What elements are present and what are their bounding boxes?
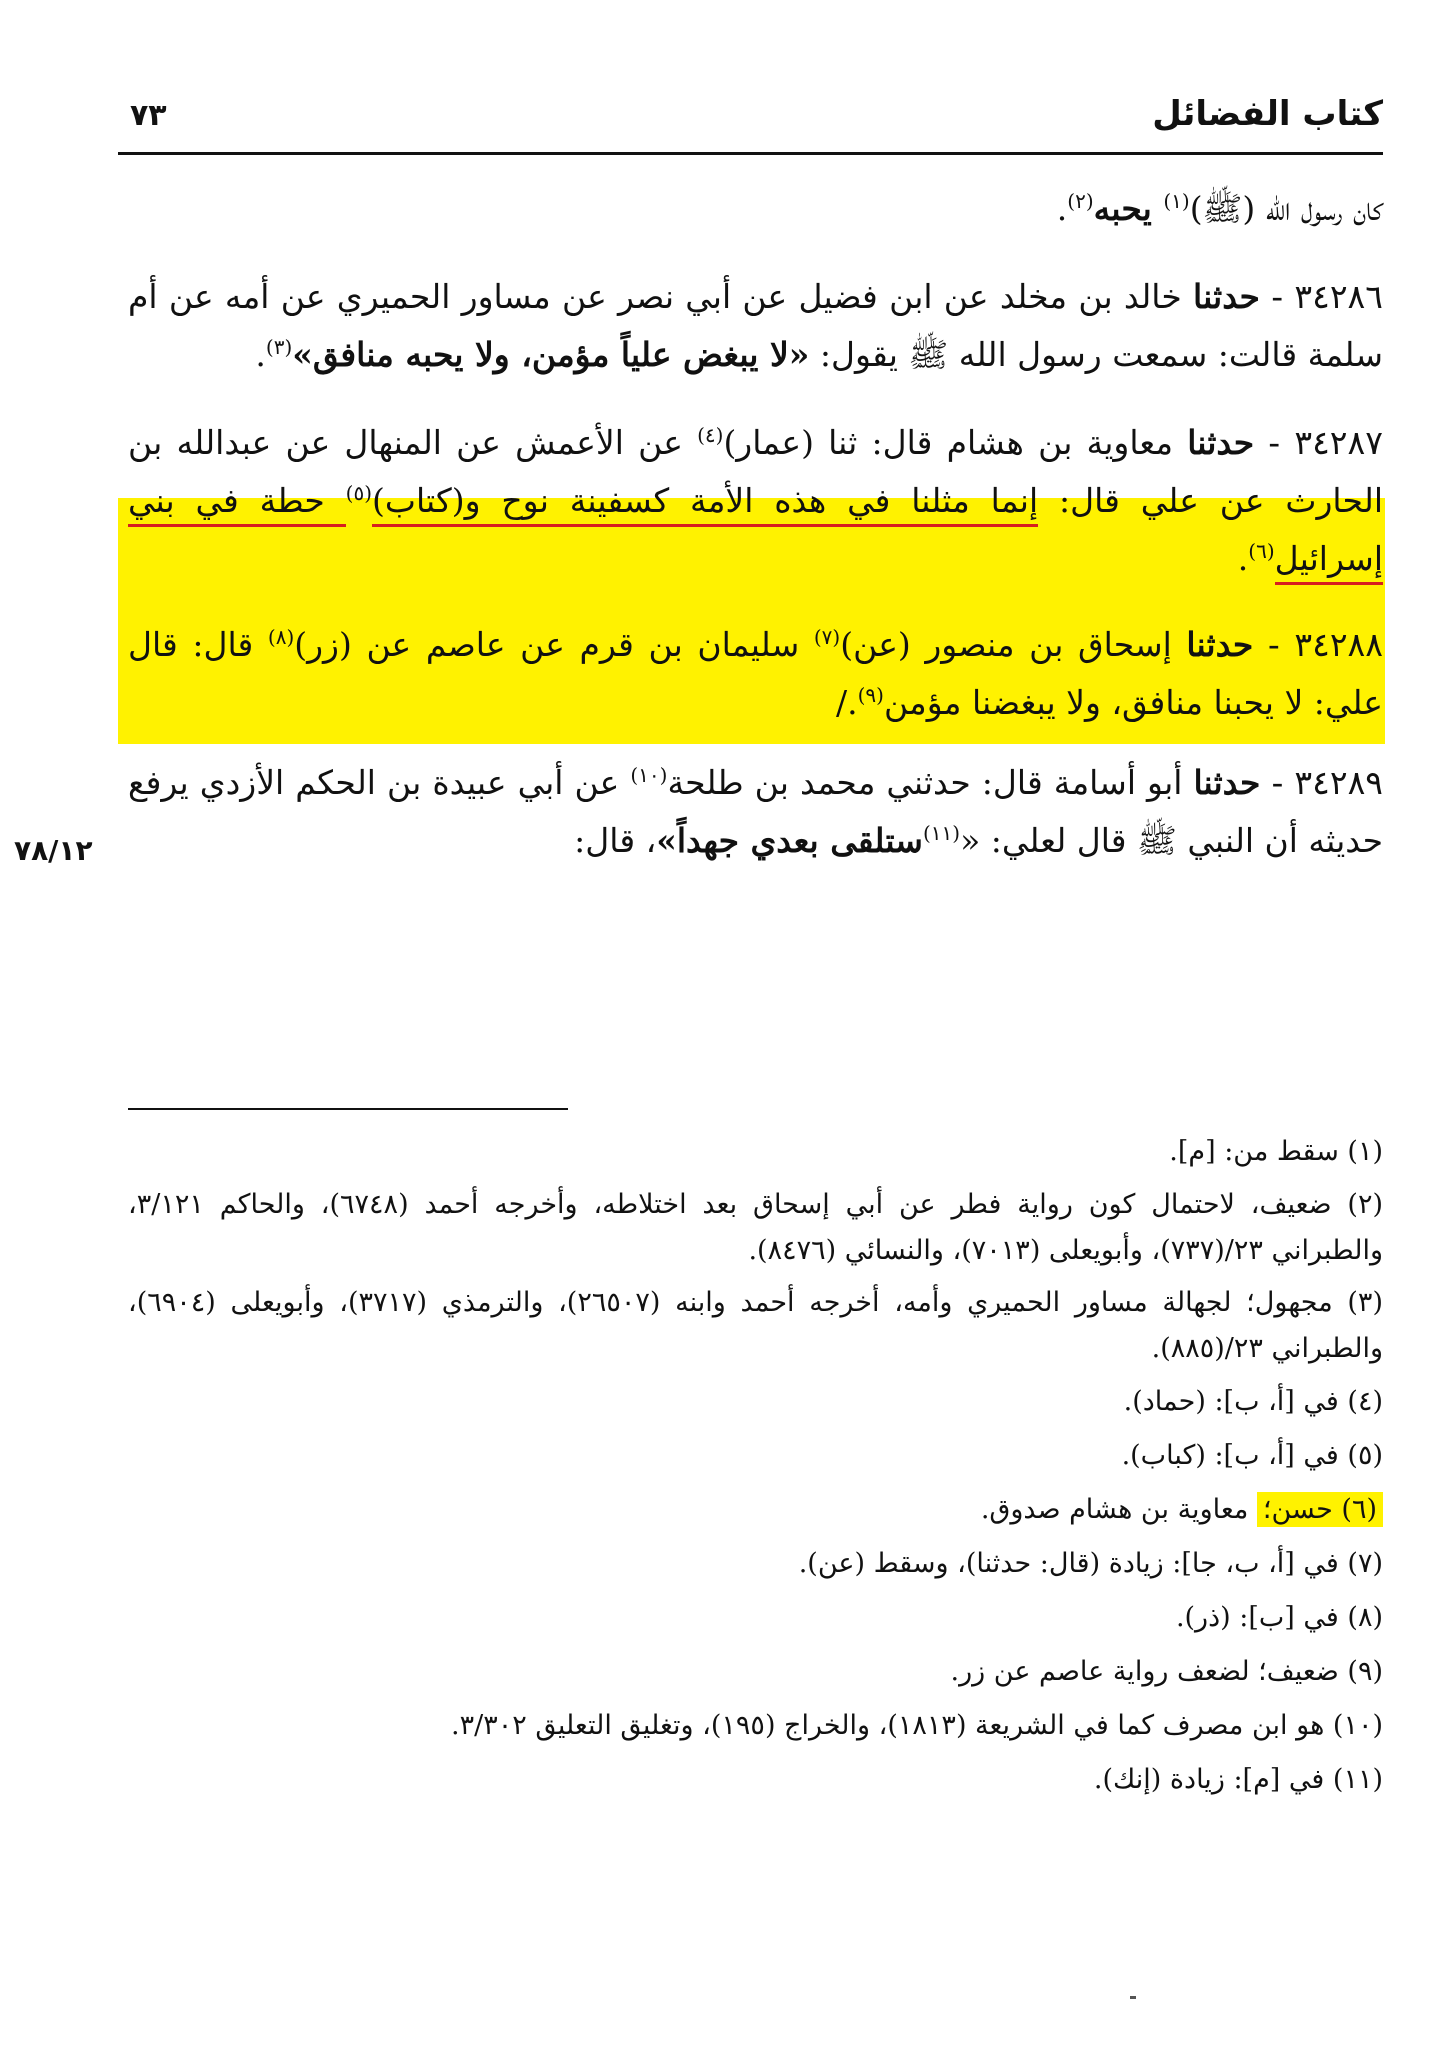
book-title: كتاب الفضائل (1152, 94, 1383, 134)
underlined-text: إنما مثلنا في هذه الأمة كسفينة نوح و(كتاب) (372, 481, 1038, 527)
footnote-9: (٩) ضعيف؛ لضعف رواية عاصم عن زر. (950, 1656, 1383, 1687)
footnote-2: (٢) ضعيف، لاحتمال كون رواية فطر عن أبي إسحاق بعد اختلاطه، وأخرجه أحمد (٦٧٤٨)، والحاكم ٣/١٢١، والطبراني ٢٣/(٧٣٧)، وأبويعلى (٧٠١٣)، والنسائي (٨٤٧٦). (128, 1189, 1383, 1266)
footnote-5: (٥) في [أ، ب]: (كباب). (1121, 1440, 1383, 1471)
footnote-4: (٤) في [أ، ب]: (حماد). (1123, 1386, 1383, 1417)
scan-speck (1130, 1996, 1136, 1999)
paragraph-continuation: كان رسول الله (ﷺ)$^{(١)}$ يحبه$^{(٢)}$. (1056, 189, 1383, 228)
footnote-8: (٨) في [ب]: (ذر). (1175, 1602, 1383, 1633)
margin-reference: ٧٨/١٢ (14, 834, 93, 867)
main-text (128, 180, 1383, 892)
hadith-34287: ٣٤٢٨٧ - حدثنا معاوية بن هشام قال: ثنا (عمار)$^{(٤)}$ عن الأعمش عن المنهال عن عبدالله بن الحارث عن علي قال: إنما مثلنا في هذه الأمة كسفينة نوح و(كتاب)$^{(٥)}$ حطة في بني إسرائيل$^{(٦)}$. (128, 406, 1383, 594)
footnote-10: (١٠) هو ابن مصرف كما في الشريعة (١٨١٣)، والخراج (١٩٥)، وتغليق التعليق ٣/٣٠٢. (451, 1710, 1383, 1741)
footnote-1: (١) سقط من: [م]. (1169, 1136, 1383, 1167)
footnote-7: (٧) في [أ، ب، جا]: زيادة (قال: حدثنا)، وسقط (عن). (798, 1548, 1383, 1579)
hadith-number: ٣٤٢٨٦ - (1271, 277, 1383, 316)
hadith-number: ٣٤٢٨٨ - (1267, 625, 1383, 664)
hadith-number: ٣٤٢٨٩ - (1271, 763, 1384, 802)
footnote-rule (128, 1108, 568, 1110)
header-rule (118, 152, 1383, 155)
highlighted-grade: (٦) حسن؛ (1257, 1492, 1383, 1527)
page-number: ٧٣ (130, 98, 167, 133)
footnotes (128, 1128, 1383, 1810)
page-header (118, 88, 1383, 148)
hadith-number: ٣٤٢٨٧ - (1268, 423, 1383, 462)
hadith-34288: ٣٤٢٨٨ - حدثنا إسحاق بن منصور (عن)$^{(٧)}$ سليمان بن قرم عن عاصم عن (زر)$^{(٨)}$ قال: قال علي: لا يحبنا منافق، ولا يبغضنا مؤمن$^{(٩)}$./ (128, 625, 1383, 722)
footnote-3: (٣) مجهول؛ لجهالة مساور الحميري وأمه، أخرجه أحمد وابنه (٢٦٥٠٧)، والترمذي (٣٧١٧)، وأبويعلى (٦٩٠٤)، والطبراني ٢٣/(٨٨٥). (128, 1287, 1383, 1364)
footnote-6: (٦) حسن؛ معاوية بن هشام صدوق. (128, 1486, 1383, 1534)
hadith-34286: ٣٤٢٨٦ - حدثنا خالد بن مخلد عن ابن فضيل عن أبي نصر عن مساور الحميري عن أمه عن أم سلمة قالت: سمعت رسول الله ﷺ يقول: «لا يبغض علياً مؤمن، ولا يحبه منافق»$^{(٣)}$. (128, 277, 1383, 374)
hadith-34289: ٣٤٢٨٩ - حدثنا أبو أسامة قال: حدثني محمد بن طلحة$^{(١٠)}$ عن أبي عبيدة بن الحكم الأزدي يرفع حديثه أن النبي ﷺ قال لعلي: «$^{(١١)}$ستلقى بعدي جهداً»، قال: (128, 763, 1384, 860)
underlined-text: حطة في بني إسرائيل (128, 481, 1383, 585)
footnote-11: (١١) في [م]: زيادة (إنك). (1093, 1764, 1383, 1795)
